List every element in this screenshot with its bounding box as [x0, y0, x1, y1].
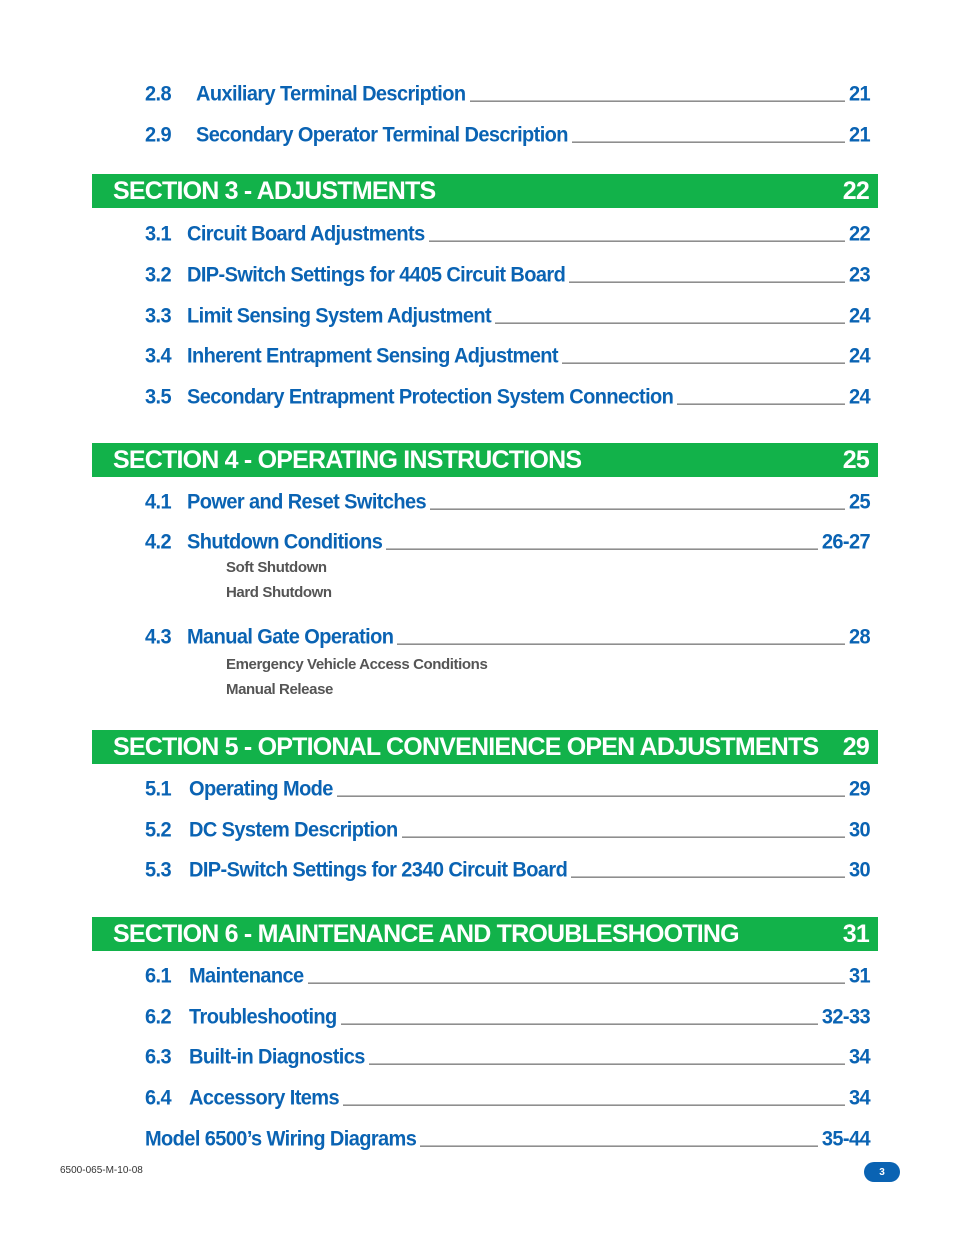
toc-entry-5-2[interactable] [145, 818, 870, 842]
toc-entry-number: 6.2 [145, 1005, 172, 1029]
toc-entry-number: 5.3 [145, 858, 172, 882]
dot-leader [369, 1064, 845, 1065]
toc-entry-3-5[interactable] [145, 385, 870, 409]
toc-entry-title: Built-in Diagnostics [189, 1045, 365, 1069]
dot-leader [677, 404, 845, 405]
toc-entry-number: 3.1 [145, 222, 172, 246]
toc-subentry[interactable]: Hard Shutdown [226, 584, 332, 601]
toc-entry-number: 4.1 [145, 490, 172, 514]
dot-leader [337, 796, 845, 797]
dot-leader [386, 549, 818, 550]
toc-entry-number: 5.1 [145, 777, 172, 801]
toc-entry-title: Troubleshooting [189, 1005, 337, 1029]
toc-entry-number: 6.4 [145, 1086, 172, 1110]
toc-entry-title: DIP-Switch Settings for 2340 Circuit Board [189, 858, 568, 882]
toc-entry-page: 30 [848, 858, 870, 882]
dot-leader [397, 644, 845, 645]
dot-leader [341, 1024, 818, 1025]
toc-entry-title: Circuit Board Adjustments [187, 222, 425, 246]
toc-entry-title: Maintenance [189, 964, 304, 988]
dot-leader [562, 363, 845, 364]
toc-entry-title: Limit Sensing System Adjustment [187, 304, 492, 328]
toc-entry-number: 5.2 [145, 818, 172, 842]
toc-entry-title: Model 6500’s Wiring Diagrams [145, 1127, 417, 1151]
toc-entry-3-1[interactable] [145, 222, 870, 246]
toc-entry-5-3[interactable] [145, 858, 870, 882]
toc-entry-page: 21 [848, 123, 870, 147]
toc-entry-6-1[interactable] [145, 964, 870, 988]
toc-entry-number: 2.9 [145, 123, 172, 147]
toc-entry-page: 25 [848, 490, 870, 514]
toc-entry-page: 21 [848, 82, 870, 106]
toc-entry-title: Operating Mode [189, 777, 333, 801]
toc-entry-title: Shutdown Conditions [187, 530, 383, 554]
toc-entry-page: 32-33 [821, 1005, 870, 1029]
dot-leader [402, 837, 845, 838]
toc-entry-number: 3.2 [145, 263, 172, 287]
dot-leader [569, 282, 845, 283]
section-page: 22 [842, 176, 869, 205]
page-number-badge: 3 [864, 1162, 900, 1182]
section-header-4[interactable] [92, 443, 878, 477]
toc-entry-title: Secondary Operator Terminal Description [196, 123, 568, 147]
toc-subentry[interactable]: Emergency Vehicle Access Conditions [226, 656, 488, 673]
toc-entry-6-2[interactable] [145, 1005, 870, 1029]
toc-entry-title: Accessory Items [189, 1086, 339, 1110]
toc-entry-3-3[interactable] [145, 304, 870, 328]
dot-leader [430, 509, 845, 510]
toc-entry-title: Power and Reset Switches [187, 490, 427, 514]
toc-entry-number: 4.2 [145, 530, 172, 554]
toc-entry-wiring-diagrams[interactable] [145, 1127, 870, 1151]
toc-entry-2-9[interactable] [145, 123, 870, 147]
toc-entry-6-3[interactable] [145, 1045, 870, 1069]
section-page: 25 [842, 445, 869, 474]
toc-entry-page: 31 [848, 964, 870, 988]
toc-entry-page: 35-44 [821, 1127, 870, 1151]
toc-entry-4-2[interactable] [145, 530, 870, 554]
toc-entry-title: DIP-Switch Settings for 4405 Circuit Board [187, 263, 566, 287]
toc-entry-page: 34 [848, 1045, 870, 1069]
toc-entry-page: 24 [848, 304, 870, 328]
dot-leader [572, 142, 845, 143]
toc-entry-number: 2.8 [145, 82, 172, 106]
toc-entry-4-3[interactable] [145, 625, 870, 649]
toc-entry-number: 6.3 [145, 1045, 172, 1069]
toc-entry-title: Inherent Entrapment Sensing Adjustment [187, 344, 558, 368]
toc-entry-3-4[interactable] [145, 344, 870, 368]
toc-entry-title: Manual Gate Operation [187, 625, 394, 649]
dot-leader [470, 101, 845, 102]
toc-entry-number: 4.3 [145, 625, 172, 649]
toc-entry-title: Secondary Entrapment Protection System Connection [187, 385, 674, 409]
toc-entry-page: 28 [848, 625, 870, 649]
section-page: 29 [842, 732, 869, 761]
dot-leader [308, 983, 845, 984]
toc-entry-6-4[interactable] [145, 1086, 870, 1110]
dot-leader [429, 241, 845, 242]
document-code: 6500-065-M-10-08 [60, 1165, 143, 1176]
toc-entry-page: 24 [848, 344, 870, 368]
toc-entry-number: 3.5 [145, 385, 172, 409]
dot-leader [343, 1105, 845, 1106]
toc-entry-page: 24 [848, 385, 870, 409]
section-title: SECTION 6 - MAINTENANCE AND TROUBLESHOOTING [113, 919, 739, 948]
toc-entry-4-1[interactable] [145, 490, 870, 514]
toc-entry-page: 23 [848, 263, 870, 287]
toc-entry-5-1[interactable] [145, 777, 870, 801]
toc-entry-page: 26-27 [821, 530, 870, 554]
section-title: SECTION 5 - OPTIONAL CONVENIENCE OPEN ADJUSTMENTS [113, 732, 819, 761]
toc-subentry[interactable]: Manual Release [226, 681, 333, 698]
section-header-3[interactable] [92, 174, 878, 208]
toc-entry-page: 29 [848, 777, 870, 801]
toc-entry-number: 3.3 [145, 304, 172, 328]
toc-entry-page: 30 [848, 818, 870, 842]
section-header-5[interactable] [92, 730, 878, 764]
toc-entry-number: 6.1 [145, 964, 172, 988]
dot-leader [495, 323, 845, 324]
toc-entry-3-2[interactable] [145, 263, 870, 287]
section-page: 31 [842, 919, 869, 948]
toc-entry-page: 22 [848, 222, 870, 246]
toc-entry-title: DC System Description [189, 818, 398, 842]
section-title: SECTION 4 - OPERATING INSTRUCTIONS [113, 445, 582, 474]
toc-subentry[interactable]: Soft Shutdown [226, 559, 327, 576]
toc-entry-number: 3.4 [145, 344, 172, 368]
section-header-6[interactable] [92, 917, 878, 951]
toc-entry-page: 34 [848, 1086, 870, 1110]
dot-leader [571, 877, 845, 878]
toc-entry-title: Auxiliary Terminal Description [196, 82, 466, 106]
section-title: SECTION 3 - ADJUSTMENTS [113, 176, 436, 205]
toc-entry-2-8[interactable] [145, 82, 870, 106]
dot-leader [420, 1146, 818, 1147]
